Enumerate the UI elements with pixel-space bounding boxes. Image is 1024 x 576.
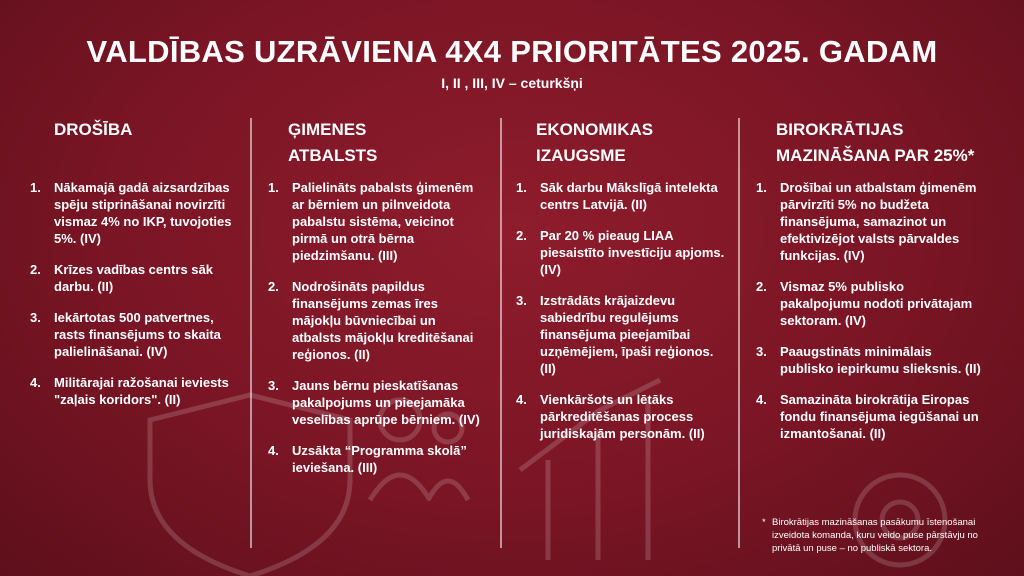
item-number: 4. [268, 443, 279, 458]
item-number: 4. [756, 392, 767, 407]
page-subtitle: I, II , III, IV – ceturkšņi [441, 75, 583, 91]
column-gimenes-atbalsts [268, 117, 498, 490]
item-text: Drošībai un atbalstam ģimenēm pārvirzīti 5% no budžeta finansējuma, samazinot un efektivizējot valsts pārvaldes funkcijas. (IV) [780, 180, 977, 263]
priority-list [30, 179, 248, 408]
item-text: Paaugstināts minimālais publisko iepirkumu slieksnis. (II) [780, 344, 981, 376]
footnote [762, 516, 1012, 555]
list-item [268, 179, 498, 264]
heading-line: IZAUGSME [536, 146, 626, 165]
item-number: 3. [268, 378, 279, 393]
item-text: Krīzes vadības centrs sāk darbu. (II) [54, 262, 213, 294]
footnote-marker: * [762, 517, 766, 528]
item-text: Izstrādāts krājaizdevu sabiedrību regulējums finansējuma pieejamībai uzņēmējiem, īpaši reģionos. (II) [540, 293, 714, 376]
column-birokratijas-mazinasana [756, 117, 1018, 456]
list-item [516, 179, 736, 213]
column-divider [500, 118, 502, 548]
column-heading [30, 117, 248, 179]
list-item [756, 391, 1018, 442]
item-text: Vienkāršots un lētāks pārkreditēšanas process juridiskajām personām. (II) [540, 392, 705, 441]
item-number: 4. [30, 375, 41, 390]
heading-line: DROŠĪBA [54, 120, 133, 139]
list-item [756, 179, 1018, 264]
item-text: Palielināts pabalsts ģimenēm ar bērniem un pilnveidota pabalstu sistēma, veicinot pirmā un otrā bērna piedzimšanu. (III) [292, 180, 474, 263]
item-number: 3. [30, 310, 41, 325]
list-item [30, 374, 248, 408]
item-text: Samazināta birokrātija Eiropas fondu finansējuma iegūšanai un izmantošanai. (II) [780, 392, 979, 441]
list-item [268, 278, 498, 363]
item-text: Jauns bērnu pieskatīšanas pakalpojums un pieejamāka veselības aprūpe bērniem. (IV) [292, 378, 480, 427]
list-item [30, 179, 248, 247]
item-number: 3. [756, 344, 767, 359]
item-number: 2. [756, 279, 767, 294]
heading-line: EKONOMIKAS [536, 120, 654, 139]
priority-list [756, 179, 1018, 442]
list-item [756, 343, 1018, 377]
item-text: Par 20 % pieaug LIAA piesaistīto investīciju apjoms. (IV) [540, 228, 725, 277]
priority-list [268, 179, 498, 476]
heading-line: BIROKRĀTIJAS [776, 120, 904, 139]
item-text: Sāk darbu Mākslīgā intelekta centrs Latvijā. (II) [540, 180, 718, 212]
priority-list [516, 179, 736, 442]
item-number: 2. [516, 228, 527, 243]
item-number: 1. [516, 180, 527, 195]
column-divider [250, 118, 252, 548]
list-item [30, 261, 248, 295]
heading-line: ĢIMENES [288, 120, 367, 139]
column-ekonomikas-izaugsme [516, 117, 736, 456]
heading-line: ATBALSTS [288, 146, 378, 165]
item-text: Militārajai ražošanai ieviests "zaļais koridors". (II) [54, 375, 229, 407]
column-heading [268, 117, 498, 179]
column-heading [756, 117, 1018, 179]
item-text: Iekārtotas 500 patvertnes, rasts finansējums to skaita palielināšanai. (IV) [54, 310, 221, 359]
footnote-text: Birokrātijas mazināšanas pasākumu īstenošanai izveidota komanda, kuru veido puse pārstāvju no privātā un puse – no publiskā sektora. [772, 517, 978, 554]
item-text: Uzsākta “Programma skolā” ieviešana. (III) [292, 443, 467, 475]
item-number: 3. [516, 293, 527, 308]
item-number: 1. [268, 180, 279, 195]
item-text: Vismaz 5% publisko pakalpojumu nodoti privātajam sektoram. (IV) [780, 279, 973, 328]
item-number: 1. [30, 180, 41, 195]
page-title: VALDĪBAS UZRĀVIENA 4X4 PRIORITĀTES 2025. GADAM [86, 34, 938, 69]
list-item [268, 377, 498, 428]
item-text: Nodrošināts papildus finansējums zemas īres mājokļu būvniecībai un atbalsts mājokļu kreditēšanai reģionos. (II) [292, 279, 474, 362]
column-heading [516, 117, 736, 179]
list-item [516, 391, 736, 442]
column-drosiba [30, 117, 248, 422]
list-item [516, 227, 736, 278]
list-item [516, 292, 736, 377]
list-item [268, 442, 498, 476]
item-text: Nākamajā gadā aizsardzības spēju stiprināšanai novirzīti vismaz 4% no IKP, tuvojoties 5%. (IV) [54, 180, 232, 246]
item-number: 2. [30, 262, 41, 277]
item-number: 4. [516, 392, 527, 407]
list-item [756, 278, 1018, 329]
column-divider [738, 118, 740, 548]
item-number: 1. [756, 180, 767, 195]
list-item [30, 309, 248, 360]
item-number: 2. [268, 279, 279, 294]
heading-line: MAZINĀŠANA PAR 25%* [776, 146, 975, 165]
